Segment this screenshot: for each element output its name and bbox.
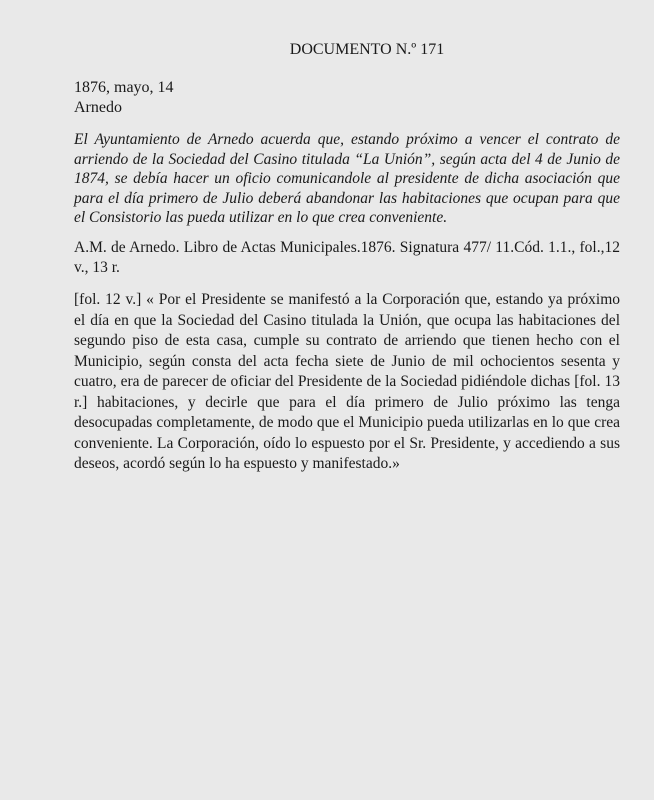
document-header	[74, 78, 174, 118]
document-place: Arnedo	[74, 99, 122, 116]
document-date: 1876, mayo, 14	[74, 79, 174, 96]
document-title: DOCUMENTO N.º 171	[289, 41, 445, 58]
archive-reference: A.M. de Arnedo. Libro de Actas Municipales.1876. Signatura 477/ 11.Cód. 1.1., fol.,12 v., 13 r.	[74, 239, 620, 276]
document-summary: El Ayuntamiento de Arnedo acuerda que, estando próximo a vencer el contrato de arriendo de la Sociedad del Casino titulada “La Unión”, según acta del 4 de Junio de 1874, se debía hacer un oficio comunicandole al presidente de dicha asociación que para el día primero de Julio deberá abandonar las habitaciones que ocupan para que el Consistorio las pueda utilizar en lo que crea conveniente.	[74, 131, 620, 226]
document-transcription: [fol. 12 v.] « Por el Presidente se manifestó a la Corporación que, estando ya próximo el día en que la Sociedad del Casino titulada la Unión, que ocupa las habitaciones del segundo piso de esta casa, cumple su contrato de arriendo que tienen hecho con el Municipio, según consta del acta fecha siete de Junio de mil ochocientos sesenta y cuatro, era de parecer de oficiar del Presidente de la Sociedad pidiéndole dichas [fol. 13 r.] habitaciones, y decirle que para el día primero de Julio próximo las tenga desocupadas completamente, de modo que el Municipio pueda utilizarlas en lo que crea conveniente. La Corporación, oído lo espuesto por el Sr. Presidente, y accediendo a sus deseos, acordó según lo ha espuesto y manifestado.»	[74, 291, 620, 472]
